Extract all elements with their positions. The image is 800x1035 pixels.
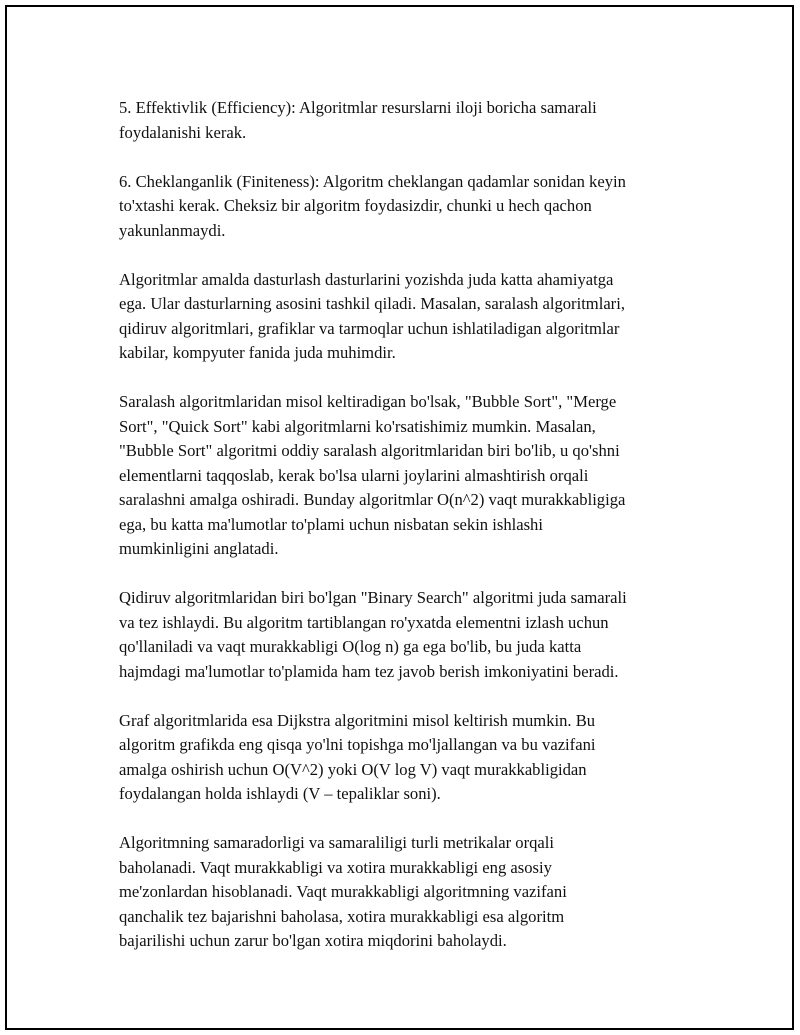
paragraph bbox=[119, 831, 699, 954]
paragraph bbox=[119, 586, 699, 684]
text-line: bajarilishi uchun zarur bo'lgan xotira miqdorini baholaydi. bbox=[119, 931, 507, 950]
document-body bbox=[119, 96, 699, 954]
text-line: Qidiruv algoritmlaridan biri bo'lgan "Binary Search" algoritmi juda samarali bbox=[119, 588, 627, 607]
text-line: qo'llaniladi va vaqt murakkabligi O(log n) ga ega bo'lib, bu juda katta bbox=[119, 637, 582, 656]
text-line: 5. Effektivlik (Efficiency): Algoritmlar resurslarni iloji boricha samarali bbox=[119, 98, 597, 117]
text-line: saralashni amalga oshiradi. Bunday algoritmlar O(n^2) vaqt murakkabligiga bbox=[119, 490, 626, 509]
text-line: Sort", "Quick Sort" kabi algoritmlarni ko'rsatishimiz mumkin. Masalan, bbox=[119, 416, 596, 436]
text-line: elementlarni taqqoslab, kerak bo'lsa ularni joylarini almashtirish orqali bbox=[119, 465, 589, 485]
text-line: qidiruv algoritmlari, grafiklar va tarmoqlar uchun ishlatiladigan algoritmlar bbox=[119, 318, 620, 338]
text-line: va tez ishlaydi. Bu algoritm tartiblangan ro'yxatda elementni izlash uchun bbox=[119, 612, 609, 632]
text-line: Saralash algoritmlaridan misol keltiradigan bo'lsak, "Bubble Sort", "Merge bbox=[119, 392, 617, 411]
paragraph bbox=[119, 170, 699, 244]
text-line: kabilar, kompyuter fanida juda muhimdir. bbox=[119, 343, 396, 362]
text-line: ega. Ular dasturlarning asosini tashkil qiladi. Masalan, saralash algoritmlari, bbox=[119, 294, 625, 313]
paragraph bbox=[119, 390, 699, 562]
text-line: Graf algoritmlarida esa Dijkstra algoritmini misol keltirish mumkin. Bu bbox=[119, 710, 596, 730]
text-line: yakunlanmaydi. bbox=[119, 220, 226, 240]
text-line: "Bubble Sort" algoritmi oddiy saralash algoritmlaridan biri bo'lib, u qo'shni bbox=[119, 441, 620, 460]
text-line: baholanadi. Vaqt murakkabligi va xotira murakkabligi eng asosiy bbox=[119, 857, 552, 877]
text-line: amalga oshirish uchun O(V^2) yoki O(V log V) vaqt murakkabligidan bbox=[119, 759, 587, 779]
text-line: Algoritmlar amalda dasturlash dasturlarini yozishda juda katta ahamiyatga bbox=[119, 269, 614, 289]
text-line: to'xtashi kerak. Cheksiz bir algoritm foydasizdir, chunki u hech qachon bbox=[119, 196, 592, 215]
text-line: foydalanishi kerak. bbox=[119, 122, 247, 142]
text-line: mumkinligini anglatadi. bbox=[119, 539, 279, 558]
text-line: ega, bu katta ma'lumotlar to'plami uchun nisbatan sekin ishlashi bbox=[119, 514, 543, 534]
paragraph bbox=[119, 96, 699, 145]
text-line: foydalangan holda ishlaydi (V – tepaliklar soni). bbox=[119, 784, 441, 803]
text-line: Algoritmning samaradorligi va samaraliligi turli metrikalar orqali bbox=[119, 833, 555, 852]
paragraph bbox=[119, 268, 699, 366]
text-line: 6. Cheklanganlik (Finiteness): Algoritm cheklangan qadamlar sonidan keyin bbox=[119, 171, 626, 191]
text-line: algoritm grafikda eng qisqa yo'lni topishga mo'ljallangan va bu vazifani bbox=[119, 735, 596, 754]
text-line: me'zonlardan hisoblanadi. Vaqt murakkabligi algoritmning vazifani bbox=[119, 882, 567, 901]
text-line: hajmdagi ma'lumotlar to'plamida ham tez javob berish imkoniyatini beradi. bbox=[119, 661, 619, 681]
page-frame bbox=[5, 5, 794, 1030]
paragraph bbox=[119, 709, 699, 807]
text-line: qanchalik tez bajarishni baholasa, xotira murakkabligi esa algoritm bbox=[119, 906, 565, 926]
